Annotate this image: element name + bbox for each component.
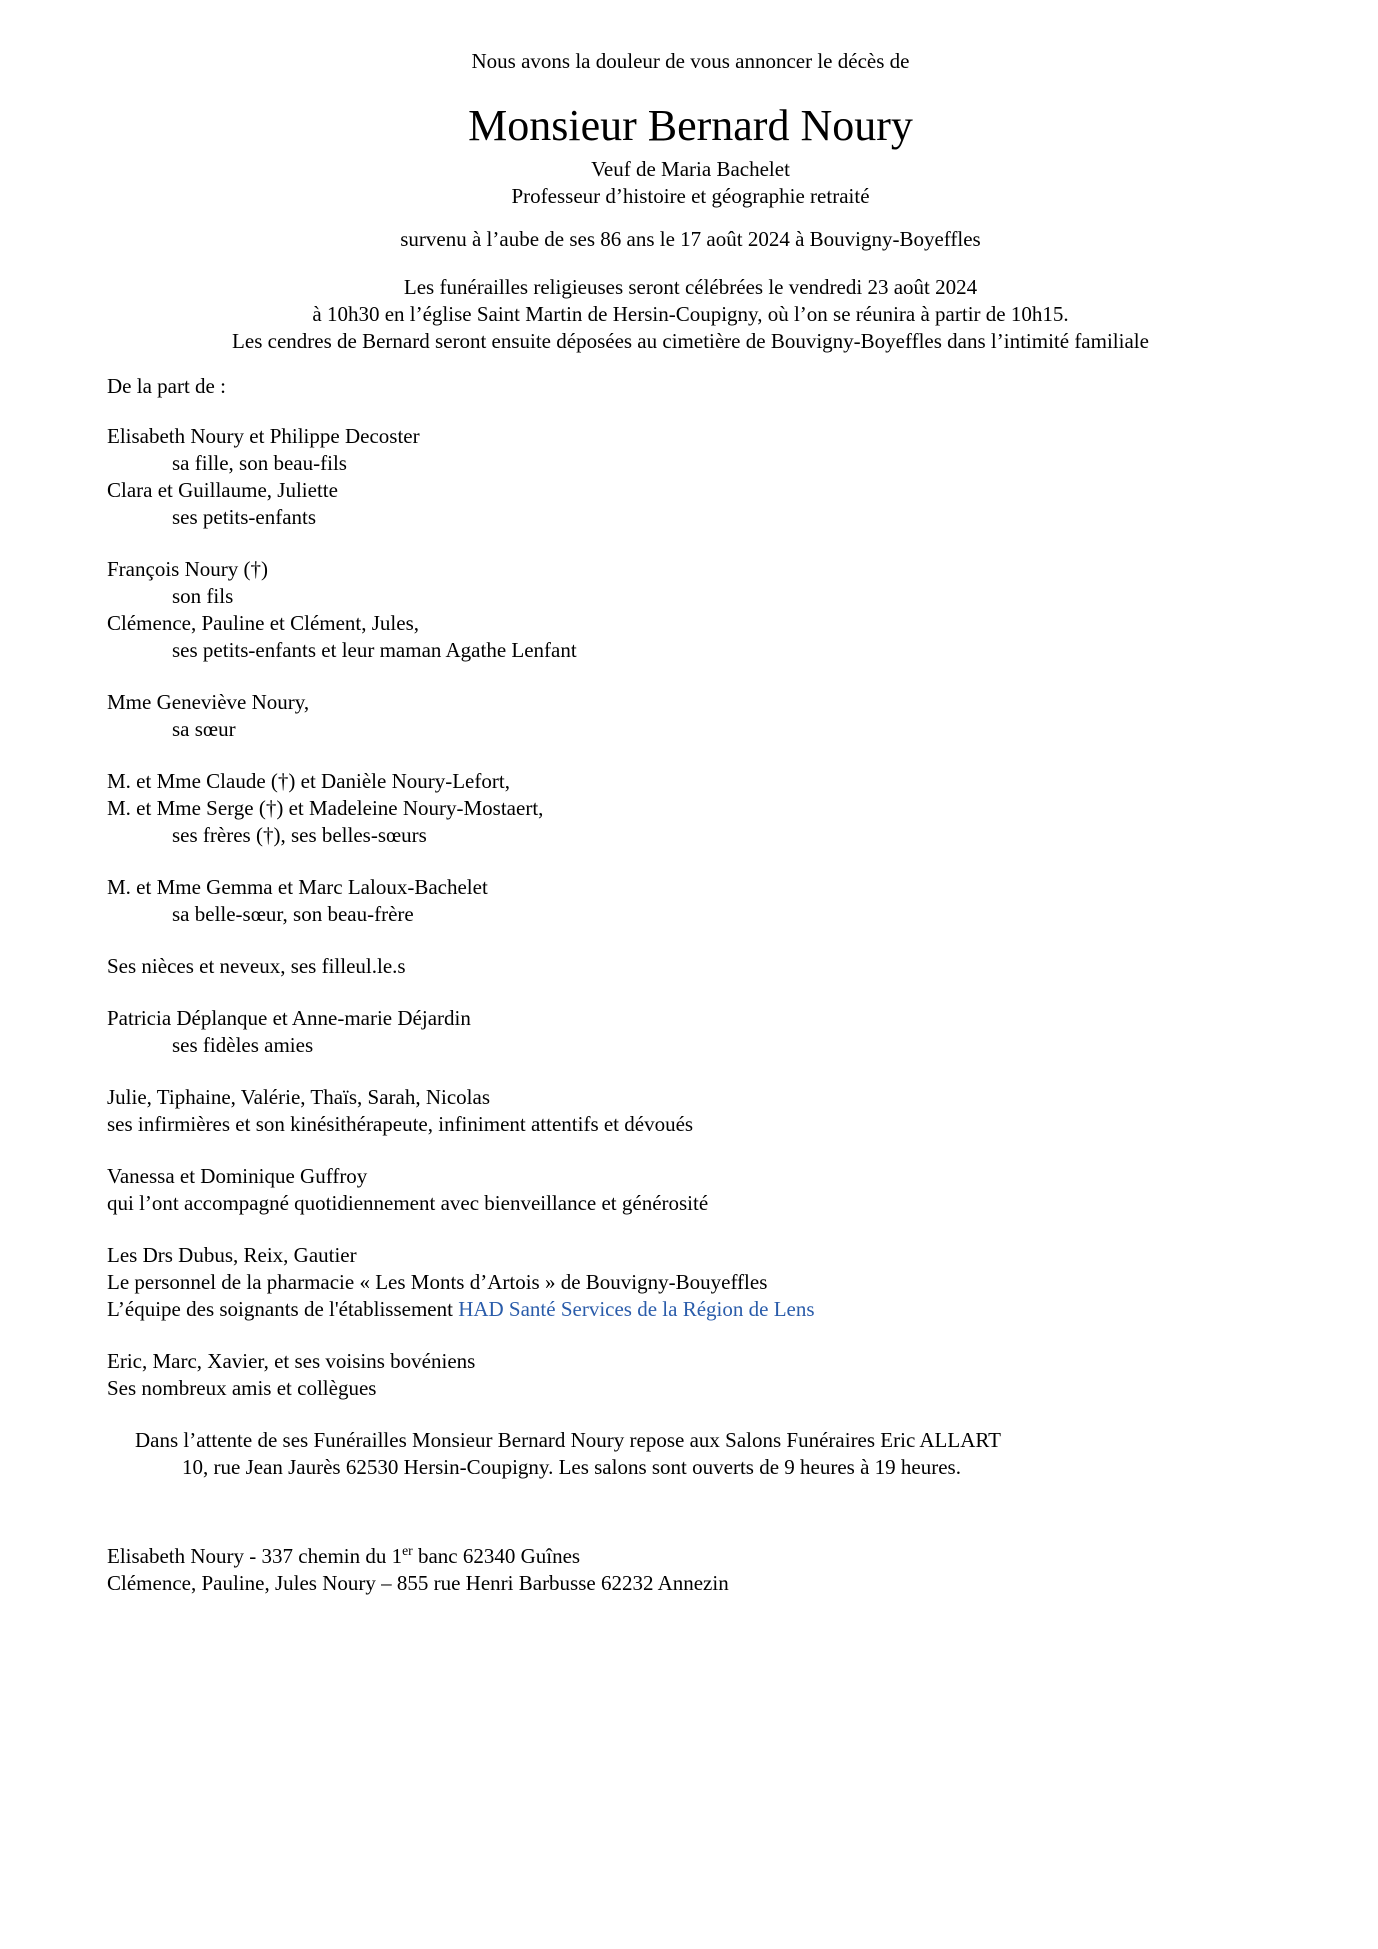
mourner-group-caregivers [107,1163,1274,1217]
address-1-suffix: banc 62340 Guînes [412,1544,581,1568]
deceased-name-title: Monsieur Bernard Noury [468,101,913,150]
mourner-name-line: Clémence, Pauline et Clément, Jules, [107,611,420,635]
profession-line: Professeur d’histoire et géographie retraité [511,184,870,208]
mourner-group-son [107,556,1274,664]
mourner-name-line: M. et Mme Claude (†) et Danièle Noury-Lefort, [107,769,510,793]
from-label: De la part de : [107,374,226,398]
mourner-name-line: Mme Geneviève Noury, [107,690,310,714]
repose-line-1: Dans l’attente de ses Funérailles Monsieur Bernard Noury repose aux Salons Funéraires Eric ALLART [135,1428,1001,1452]
mourner-name-line: Ses nombreux amis et collègues [107,1376,377,1400]
mourner-name-line: Elisabeth Noury et Philippe Decoster [107,424,420,448]
address-line-2: Clémence, Pauline, Jules Noury – 855 rue Henri Barbusse 62232 Annezin [107,1571,729,1595]
mourner-group-nieces-nephews [107,953,1274,980]
mourner-name-line: Patricia Déplanque et Anne-marie Déjardin [107,1006,471,1030]
mourner-name-line: Vanessa et Dominique Guffroy [107,1164,368,1188]
mourner-group-medical [107,1242,1274,1323]
establishment-prefix: L’équipe des soignants de l'établissement [107,1297,459,1321]
had-sante-services-link[interactable]: HAD Santé Services de la Région de Lens [458,1297,815,1321]
mourner-relation-line: ses frères (†), ses belles-sœurs [172,823,427,847]
mourner-group-sister-in-law [107,874,1274,928]
mourner-relation-line: ses fidèles amies [172,1033,314,1057]
mourner-name-line: Julie, Tiphaine, Valérie, Thaïs, Sarah, Nicolas [107,1085,491,1109]
mourner-relation-line: son fils [172,584,234,608]
mourner-relation-line: qui l’ont accompagné quotidiennement avec bienveillance et générosité [107,1191,709,1215]
mourner-name-line: M. et Mme Serge (†) et Madeleine Noury-Mostaert, [107,796,544,820]
funeral-details [107,274,1274,355]
repose-line-2: 10, rue Jean Jaurès 62530 Hersin-Coupigny. Les salons sont ouverts de 9 heures à 19 heures. [182,1455,961,1479]
death-announcement-line: survenu à l’aube de ses 86 ans le 17 août 2024 à Bouvigny-Boyeffles [400,227,981,251]
intro-line: Nous avons la douleur de vous annoncer le décès de [471,49,910,73]
mourner-relation-line: ses petits-enfants [172,505,317,529]
repose-block [107,1427,1274,1481]
mourner-name-line: M. et Mme Gemma et Marc Laloux-Bachelet [107,875,488,899]
address-1-ordinal-suffix: er [402,1543,413,1558]
funeral-line-2: à 10h30 en l’église Saint Martin de Hersin-Coupigny, où l’on se réunira à partir de 10h15. [312,302,1069,326]
mourner-name-line: Clara et Guillaume, Juliette [107,478,338,502]
mourner-group-sister [107,689,1274,743]
mourner-group-daughter [107,423,1274,531]
widower-line: Veuf de Maria Bachelet [591,157,790,181]
mourner-relation-line: sa fille, son beau-fils [172,451,347,475]
mourner-name-line: Ses nièces et neveux, ses filleul.le.s [107,954,406,978]
mourner-group-neighbors [107,1348,1274,1402]
mourner-name-line: François Noury (†) [107,557,268,581]
mourner-relation-line: ses petits-enfants et leur maman Agathe Lenfant [172,638,577,662]
mourner-relation-line: ses infirmières et son kinésithérapeute, infiniment attentifs et dévoués [107,1112,694,1136]
mourner-relation-line: sa sœur [172,717,236,741]
mourner-name-line: Le personnel de la pharmacie « Les Monts d’Artois » de Bouvigny-Bouyeffles [107,1270,768,1294]
address-1-prefix: Elisabeth Noury - 337 chemin du 1 [107,1544,403,1568]
mourner-name-line: Les Drs Dubus, Reix, Gautier [107,1243,357,1267]
mourner-relation-line: sa belle-sœur, son beau-frère [172,902,414,926]
address-line-1 [107,1537,1274,1570]
mourner-name-line: Eric, Marc, Xavier, et ses voisins bovéniens [107,1349,476,1373]
funeral-line-3: Les cendres de Bernard seront ensuite déposées au cimetière de Bouvigny-Boyeffles dans l’intimité familiale [232,329,1149,353]
establishment-line [107,1296,1274,1323]
mourner-group-brothers [107,768,1274,849]
contact-addresses [107,1537,1274,1597]
mourner-group-nurses [107,1084,1274,1138]
mourner-group-friends [107,1005,1274,1059]
funeral-line-1: Les funérailles religieuses seront célébrées le vendredi 23 août 2024 [403,275,978,299]
